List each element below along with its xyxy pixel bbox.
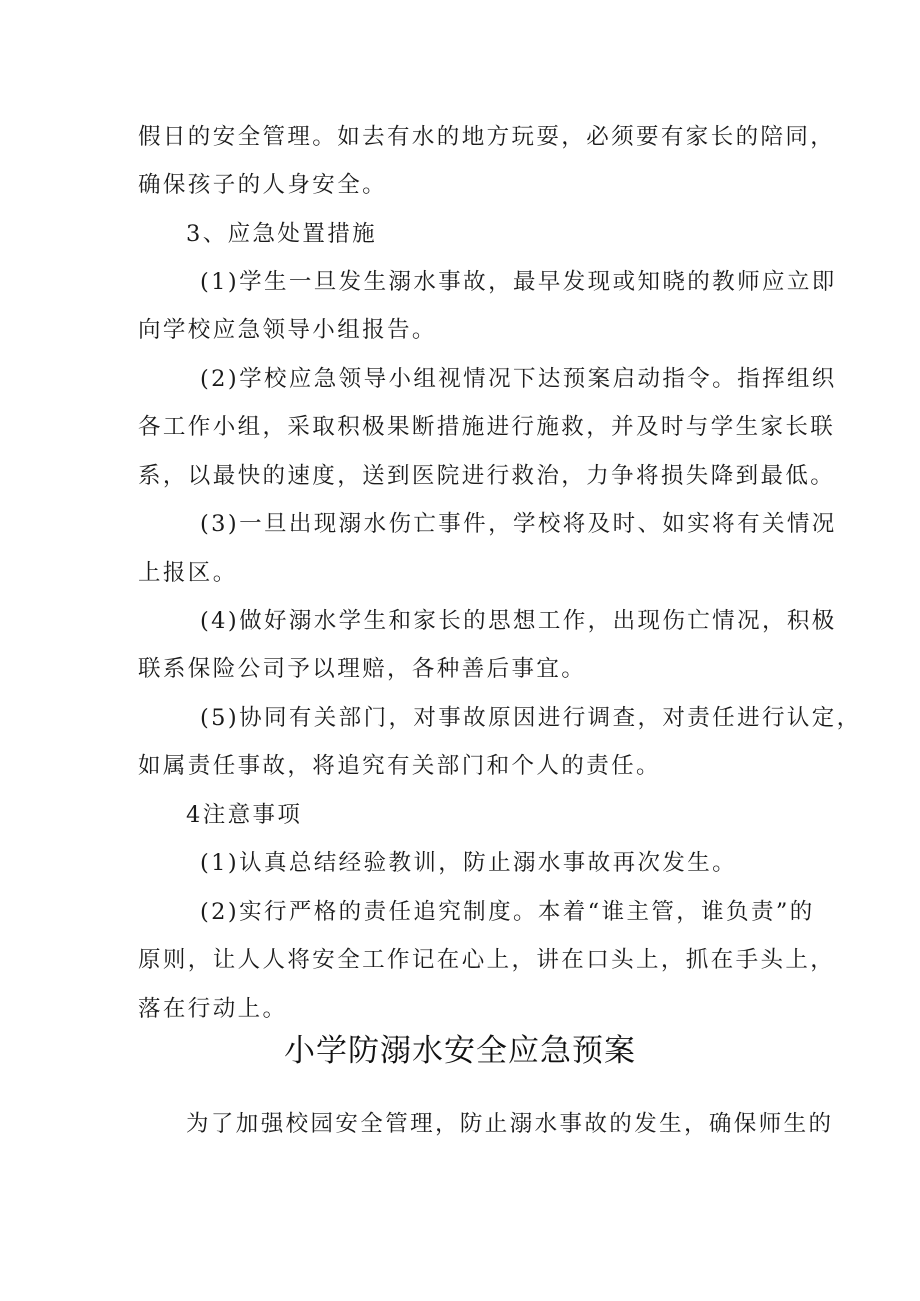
body-line: 假日的安全管理。如去有水的地方玩耍，必须要有家长的陪同， [138, 124, 836, 150]
body-line: 确保孩子的人身安全。 [138, 172, 388, 198]
body-line: 联系保险公司予以理赔，各种善后事宜。 [138, 656, 587, 682]
intro-line: 为了加强校园安全管理，防止溺水事故的发生，确保师生的 [186, 1111, 834, 1137]
body-line: 原则，让人人将安全工作记在心上，讲在口头上，抓在手头上， [138, 947, 836, 973]
body-line: (1)认真总结经验教训，防止溺水事故再次发生。 [200, 850, 738, 876]
body-line: 如属责任事故，将追究有关部门和个人的责任。 [138, 753, 661, 779]
section-heading: 4注意事项 [186, 802, 303, 828]
body-line: (4)做好溺水学生和家长的思想工作，出现伤亡情况，积极 [200, 608, 837, 634]
body-line: 各工作小组，采取积极果断措施进行施救，并及时与学生家长联 [138, 414, 836, 440]
body-line: 上报区。 [138, 560, 238, 586]
body-line: (5)协同有关部门，对事故原因进行调查，对责任进行认定， [200, 705, 862, 731]
body-line: (2)学校应急领导小组视情况下达预案启动指令。指挥组织 [200, 366, 837, 392]
body-line: (3)一旦出现溺水伤亡事件，学校将及时、如实将有关情况 [200, 511, 837, 537]
body-line: 向学校应急领导小组报告。 [138, 317, 437, 343]
body-line: 系，以最快的速度，送到医院进行救治，力争将损失降到最低。 [138, 463, 836, 489]
body-line: (1)学生一旦发生溺水事故，最早发现或知晓的教师应立即 [200, 269, 837, 295]
page-title: 小学防溺水安全应急预案 [284, 1033, 636, 1069]
body-line: (2)实行严格的责任追究制度。本着“谁主管，谁负责”的 [200, 899, 815, 925]
section-heading: 3、应急处置措施 [186, 221, 378, 247]
body-line: 落在行动上。 [138, 996, 288, 1022]
